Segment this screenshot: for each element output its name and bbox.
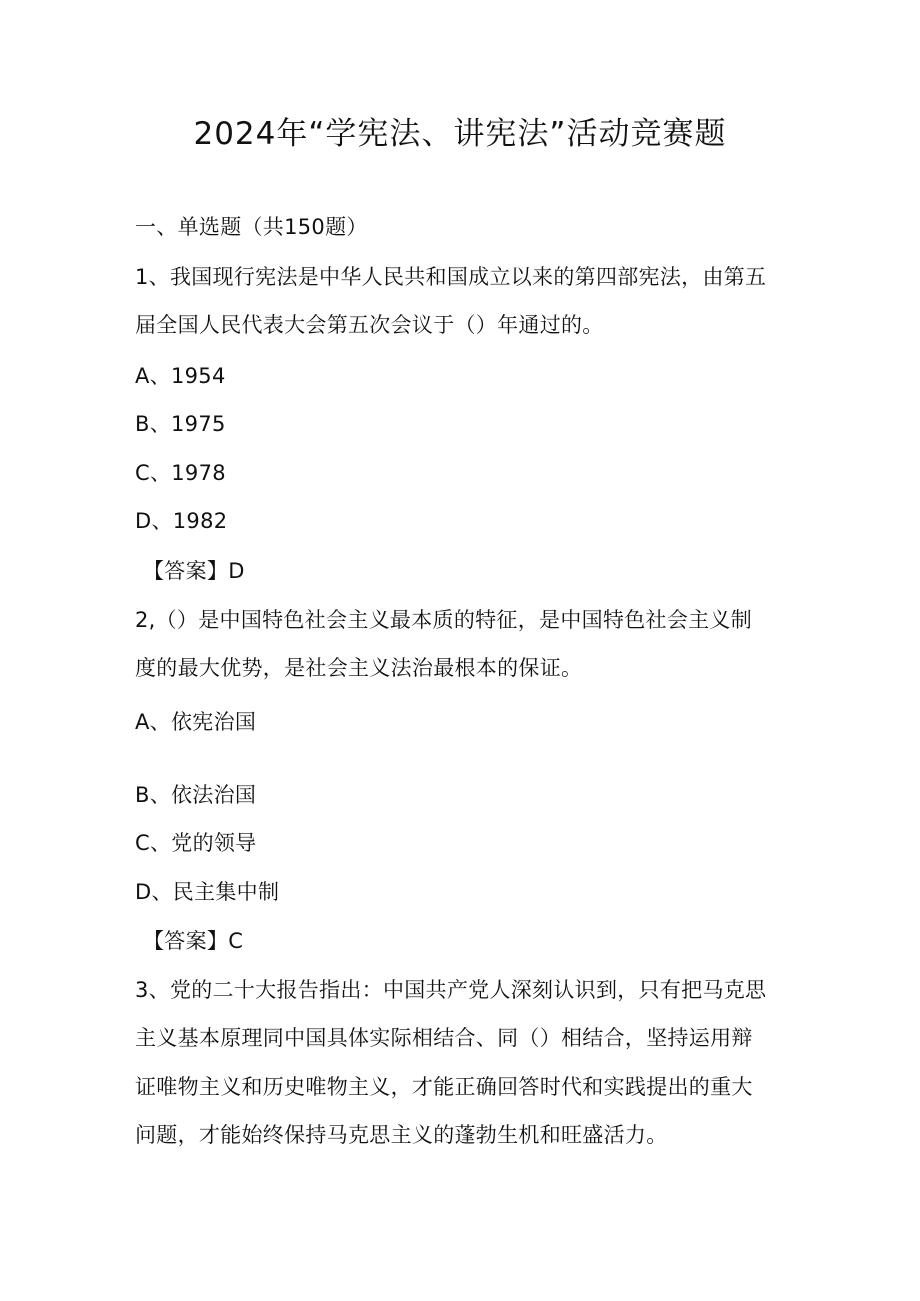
question-2-option-d: D、民主集中制: [135, 880, 280, 904]
question-1-answer: 【答案】D: [143, 559, 245, 583]
question-1-option-a: A、1954: [135, 364, 226, 388]
question-3-stem-line-3: 证唯物主义和历史唯物主义，才能正确回答时代和实践提出的重大: [135, 1075, 753, 1099]
question-1-option-c: C、1978: [135, 461, 226, 485]
question-2-answer: 【答案】C: [143, 929, 244, 953]
document-title: 2024年“学宪法、讲宪法”活动竞赛题: [193, 116, 727, 152]
question-1-stem-line-1: 1、我国现行宪法是中华人民共和国成立以来的第四部宪法，由第五: [135, 265, 767, 289]
question-2-option-a: A、依宪治国: [135, 710, 257, 734]
question-3-stem-line-2: 主义基本原理同中国具体实际相结合、同（）相结合，坚持运用辩: [135, 1026, 753, 1050]
question-3-stem-line-4: 问题，才能始终保持马克思主义的蓬勃生机和旺盛活力。: [135, 1123, 668, 1147]
question-1-option-b: B、1975: [135, 412, 226, 436]
question-3-stem-line-1: 3、党的二十大报告指出：中国共产党人深刻认识到，只有把马克思: [135, 978, 767, 1002]
question-1-option-d: D、1982: [135, 509, 228, 533]
question-2-stem-line-1: 2,（）是中国特色社会主义最本质的特征，是中国特色社会主义制: [135, 608, 753, 632]
question-2-option-c: C、党的领导: [135, 831, 257, 855]
section-heading: 一、单选题（共150题）: [135, 215, 368, 239]
question-1-stem-line-2: 届全国人民代表大会第五次会议于（）年通过的。: [135, 313, 604, 337]
question-2-stem-line-2: 度的最大优势，是社会主义法治最根本的保证。: [135, 656, 583, 680]
question-2-option-b: B、依法治国: [135, 783, 257, 807]
